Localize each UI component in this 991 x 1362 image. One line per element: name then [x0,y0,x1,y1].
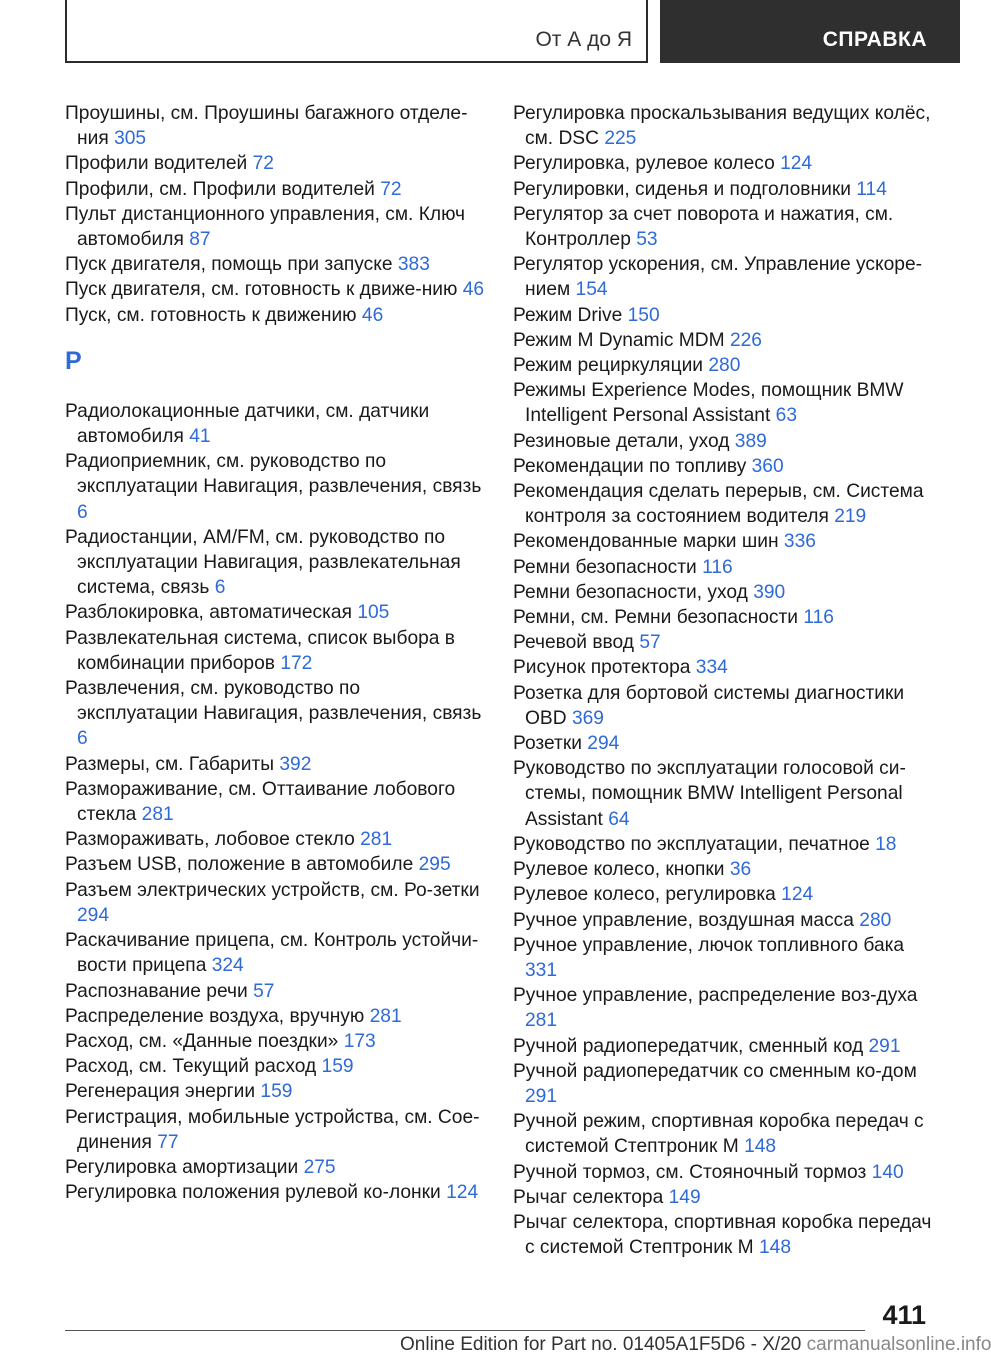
entry-page-link[interactable]: 53 [636,229,658,251]
entry-text: Размораживание, см. Оттаивание лобового стекла [65,778,456,826]
entry-page-link[interactable]: 36 [729,859,752,881]
entry-page-link[interactable]: 154 [575,279,608,301]
entry-page-link[interactable]: 294 [587,733,620,755]
entry-page-link[interactable]: 63 [775,405,798,427]
index-entry [65,752,485,777]
entry-text: Резиновые детали, уход [513,430,730,452]
entry-page-link[interactable]: 173 [343,1030,376,1052]
entry-text: Рычаг селектора, спортивная коробка передач с системой Стептроник М [513,1211,932,1259]
index-entry [513,731,938,756]
entry-page-link[interactable]: 281 [369,1005,402,1027]
entry-text: Режим рециркуляции [513,355,704,377]
entry-page-link[interactable]: 360 [751,455,784,477]
entry-text: Регенерация энергии [65,1081,256,1103]
index-entry [513,1034,938,1059]
index-entry [65,600,485,625]
entry-text: Ручной радиопередатчик со сменным ко-дом [513,1060,917,1082]
entry-page-link[interactable]: 6 [77,728,88,750]
index-entry [65,878,485,928]
index-entry [65,177,485,202]
entry-text: Ремни безопасности, уход [513,581,748,603]
index-entry [65,101,485,151]
watermark-text: carmanualsonline.info [806,1334,991,1355]
index-entry [65,202,485,252]
index-entry [513,933,938,983]
entry-page-link[interactable]: 280 [859,909,892,931]
index-entry [513,832,938,857]
entry-page-link[interactable]: 281 [525,1010,558,1032]
entry-text: Рекомендация сделать перерыв, см. Система контроля за состоянием водителя [513,481,924,528]
index-entry [513,857,938,882]
entry-text: Рулевое колесо, регулировка [513,884,776,906]
index-entry [65,252,485,277]
chapter-tab[interactable] [660,0,960,63]
index-entry [513,555,938,580]
entry-text: Разъем электрических устройств, см. Ро-зетки [65,879,480,901]
page-header [0,0,960,66]
entry-page-link[interactable]: 64 [608,808,630,830]
entry-page-link[interactable]: 140 [871,1161,904,1183]
entry-page-link[interactable]: 18 [875,833,897,855]
entry-page-link[interactable]: 219 [834,506,867,528]
entry-text: Проушины, см. Проушины багажного отделе-ния [65,103,468,150]
entry-page-link[interactable]: 324 [211,955,244,977]
index-entry [65,827,485,852]
entry-text: Расход, см. Текущий расход [65,1056,317,1078]
entry-text: Регулировка, рулевое колесо [513,153,775,175]
entry-text: Ручное управление, лючок топливного бака [513,934,905,956]
index-entry [65,277,485,302]
entry-text: Рычаг селектора [513,1186,664,1208]
index-entry [513,681,938,731]
entry-page-link[interactable]: 389 [734,430,767,452]
index-list-r-continued [513,101,938,1260]
entry-text: Регулировки, сиденья и подголовники [513,178,851,200]
index-entry [513,1210,938,1260]
entry-page-link[interactable]: 172 [280,652,313,674]
index-entry [65,1180,485,1205]
entry-text: Радиостанции, AM/FM, см. руководство по эксплуатации Навигация, развлекательная система, связь [65,526,461,599]
index-entry [513,151,938,176]
index-entry [513,479,938,529]
index-entry [513,882,938,907]
entry-text: Режим Drive [513,304,623,326]
entry-text: Ручной тормоз, см. Стояночный тормоз [513,1161,867,1183]
entry-text: Ручной режим, спортивная коробка передач с системой Стептроник М [513,1111,924,1158]
entry-text: Руководство по эксплуатации голосовой си-стемы, помощник BMW Intelligent Personal Assistant [513,758,906,830]
entry-page-link[interactable]: 225 [604,128,637,150]
entry-text: Радиолокационные датчики, см. датчики автомобиля [65,400,430,448]
index-entry [513,908,938,933]
index-entry [513,529,938,554]
index-column-right [513,101,938,1260]
entry-page-link[interactable]: 124 [780,153,813,175]
index-entry [65,303,485,328]
entry-text: Рулевое колесо, кнопки [513,859,725,881]
index-entry [65,1105,485,1155]
entry-text: Рекомендации по топливу [513,455,747,477]
entry-page-link[interactable]: 390 [753,581,786,603]
index-entry [513,983,938,1033]
entry-text: Руководство по эксплуатации, печатное [513,833,870,855]
entry-page-link[interactable]: 295 [418,854,451,876]
entry-page-link[interactable]: 46 [361,304,384,326]
entry-text: Режим M Dynamic MDM [513,329,725,351]
entry-text: Ручное управление, распределение воз-духа [513,985,918,1007]
entry-page-link[interactable]: 369 [571,707,604,729]
index-entry [65,1155,485,1180]
entry-page-link[interactable]: 148 [758,1237,791,1259]
section-letter-heading: Р [65,346,82,375]
entry-text: Регулятор за счет поворота и нажатия, см. Контроллер [513,203,894,251]
entry-text: Размеры, см. Габариты [65,753,275,775]
entry-page-link[interactable]: 281 [360,829,393,851]
entry-page-link[interactable]: 46 [462,279,485,301]
entry-page-link[interactable]: 87 [189,229,211,251]
entry-page-link[interactable]: 41 [189,426,211,448]
entry-page-link[interactable]: 281 [141,804,174,826]
entry-text: Розетки [513,733,582,755]
index-entry [513,1160,938,1185]
index-entry [65,399,485,449]
index-column-left [65,101,485,1205]
entry-text: Развлекательная система, список выбора в комбинации приборов [65,627,455,674]
entry-text: Ремни, см. Ремни безопасности [513,607,799,629]
index-entry [513,353,938,378]
entry-text: Пуск двигателя, помощь при запуске [65,254,393,276]
index-entry [513,202,938,252]
footer-edition-text [400,1334,991,1362]
entry-page-link[interactable]: 150 [627,304,660,326]
index-entry [513,177,938,202]
entry-page-link[interactable]: 334 [695,657,728,679]
entry-page-link[interactable]: 116 [803,607,834,629]
index-entry [513,101,938,151]
entry-text: Разъем USB, положение в автомобиле [65,854,414,876]
entry-text: Профили водителей [65,153,248,175]
entry-page-link[interactable]: 72 [252,153,274,175]
entry-text: Регистрация, мобильные устройства, см. Сое-динения [65,1106,480,1153]
index-entry [65,928,485,978]
entry-page-link[interactable]: 294 [77,904,110,926]
index-entry [513,655,938,680]
index-entry [513,630,938,655]
index-entry [65,852,485,877]
entry-page-link[interactable]: 77 [157,1131,179,1153]
entry-text: Регулировка проскальзывания ведущих колёс, см. DSC [513,103,931,150]
index-entry [513,303,938,328]
index-entry [65,626,485,676]
index-entry [65,1029,485,1054]
entry-page-link[interactable]: 6 [77,501,88,523]
entry-text: Ручное управление, воздушная масса [513,909,854,931]
page-number: 411 [882,1300,926,1330]
entry-text: Регулировка положения рулевой ко-лонки [65,1182,441,1204]
index-entry [65,1079,485,1104]
index-entry [513,252,938,302]
entry-page-link[interactable]: 72 [380,178,402,200]
entry-text: Разблокировка, автоматическая [65,602,352,624]
entry-text: Рисунок протектора [513,657,691,679]
entry-text: Ремни безопасности [513,556,697,578]
entry-text: Пуск, см. готовность к движению [65,304,357,326]
index-entry [513,1185,938,1210]
index-entry [65,525,485,601]
index-entry [65,449,485,525]
entry-page-link[interactable]: 124 [781,884,814,906]
entry-page-link[interactable]: 105 [357,602,390,624]
entry-page-link[interactable]: 124 [446,1182,479,1204]
entry-page-link[interactable]: 383 [397,254,430,276]
index-entry [65,777,485,827]
index-list-p [65,101,485,328]
index-entry [513,454,938,479]
index-entry [513,378,938,428]
entry-page-link[interactable]: 57 [253,980,275,1002]
entry-text: Речевой ввод [513,632,634,654]
index-entry [513,328,938,353]
entry-page-link[interactable]: 159 [260,1081,293,1103]
index-entry [65,979,485,1004]
entry-text: Режимы Experience Modes, помощник BMW Intelligent Personal Assistant [513,380,904,427]
entry-text: Профили, см. Профили водителей [65,178,375,200]
entry-page-link[interactable]: 6 [214,577,226,599]
entry-page-link[interactable]: 291 [868,1035,901,1057]
index-entry [513,1109,938,1159]
entry-text: Распознавание речи [65,980,248,1002]
entry-page-link[interactable]: 392 [279,753,312,775]
entry-text: Рекомендованные марки шин [513,531,779,553]
index-entry [513,756,938,832]
entry-page-link[interactable]: 336 [783,531,816,553]
index-entry [65,151,485,176]
entry-text: Регулятор ускорения, см. Управление ускоре-нием [513,254,923,301]
entry-text: Розетка для бортовой системы диагностики OBD [513,682,905,729]
entry-page-link[interactable]: 148 [744,1136,777,1158]
entry-page-link[interactable]: 114 [856,178,887,200]
entry-text: Расход, см. «Данные поездки» [65,1030,339,1052]
edition-text: Online Edition for Part no. 01405A1F5D6 - X/20 [400,1334,802,1355]
index-entry [65,1054,485,1079]
index-entry [65,1004,485,1029]
entry-text: Развлечения, см. руководство по эксплуатации Навигация, развлечения, связь [65,678,482,725]
entry-page-link[interactable]: 226 [729,329,762,351]
entry-page-link[interactable]: 275 [303,1156,336,1178]
entry-text: Размораживать, лобовое стекло [65,829,355,851]
entry-text: Ручной радиопередатчик, сменный код [513,1035,864,1057]
index-entry [513,605,938,630]
entry-page-link[interactable]: 331 [525,959,558,981]
chapter-tab-label: СПРАВКА [822,28,927,51]
entry-page-link[interactable]: 149 [668,1186,701,1208]
section-tab-label: От А до Я [535,28,632,51]
entry-page-link[interactable]: 57 [639,632,661,654]
index-entry [65,676,485,752]
index-entry [513,580,938,605]
index-list-r [65,399,485,1206]
section-tab[interactable] [65,0,648,63]
entry-text: Регулировка амортизации [65,1156,299,1178]
entry-page-link[interactable]: 305 [114,128,147,150]
entry-text: Радиоприемник, см. руководство по эксплуатации Навигация, развлечения, связь [65,451,482,498]
entry-page-link[interactable]: 159 [321,1056,354,1078]
entry-text: Пульт дистанционного управления, см. Ключ автомобиля [65,203,466,251]
footer-divider [65,1330,865,1331]
entry-text: Раскачивание прицепа, см. Контроль устойчи-вости прицепа [65,930,479,977]
index-entry [513,429,938,454]
entry-page-link[interactable]: 291 [525,1085,558,1107]
entry-page-link[interactable]: 280 [708,355,741,377]
index-entry [513,1059,938,1109]
entry-page-link[interactable]: 116 [702,556,733,578]
entry-text: Распределение воздуха, вручную [65,1005,365,1027]
entry-text: Пуск двигателя, см. готовность к движе-нию [65,279,458,301]
